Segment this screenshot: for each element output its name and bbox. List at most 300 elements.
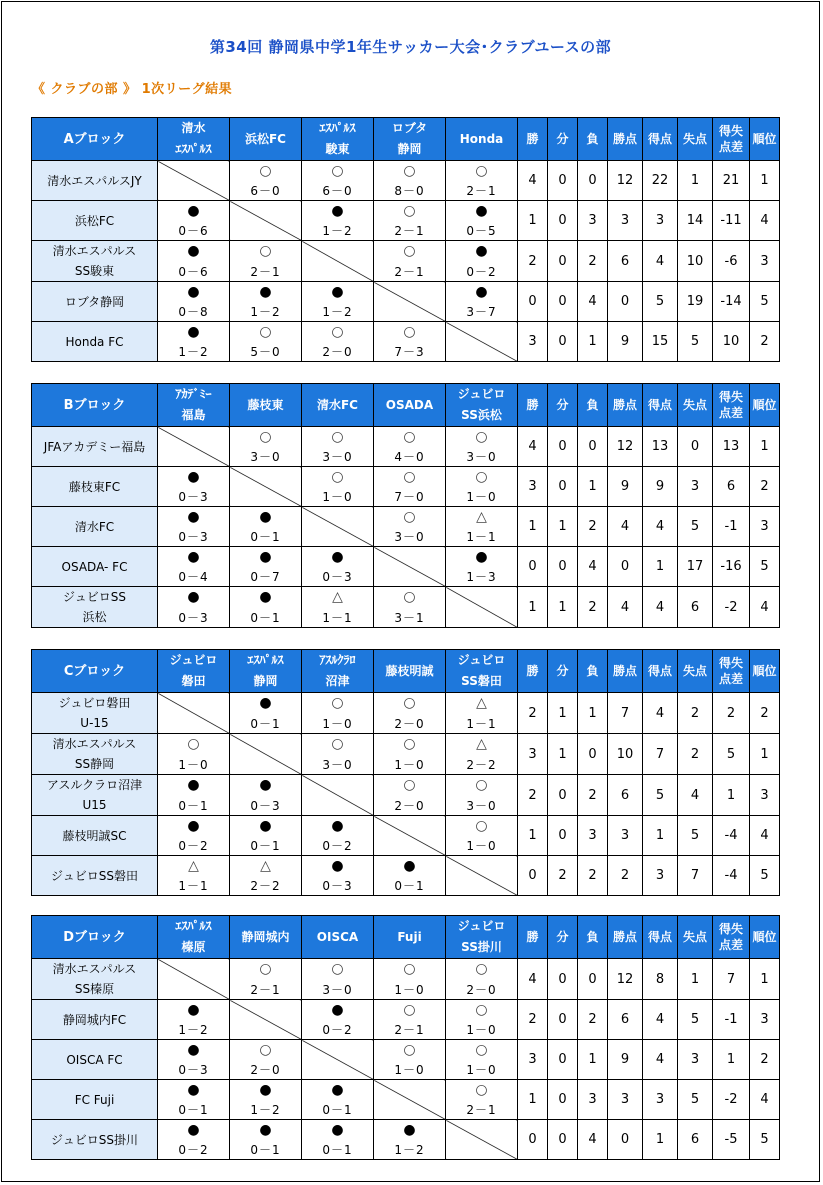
stat-value: 0 [548, 547, 578, 587]
stat-header: 勝点 [608, 916, 643, 959]
stat-value: 3 [518, 734, 548, 775]
stat-value: 2 [713, 693, 750, 734]
loss-mark: ● [259, 1082, 272, 1098]
self-match-cell [230, 1000, 302, 1040]
loss-mark: ● [187, 1002, 200, 1018]
match-score: 7－0 [394, 490, 425, 504]
opponent-header: ジュビロ SS掛川 [446, 916, 518, 959]
stat-value: 1 [548, 693, 578, 734]
stat-value: 1 [750, 734, 780, 775]
loss-mark: ● [259, 818, 272, 834]
loss-mark: ● [187, 818, 200, 834]
win-mark: ○ [403, 1002, 416, 1018]
win-mark: ○ [475, 1082, 488, 1098]
stat-value: 2 [578, 775, 608, 816]
win-mark: ○ [259, 324, 272, 340]
stat-value: 13 [713, 427, 750, 467]
match-result-cell [374, 959, 446, 1000]
stat-value: 5 [750, 547, 780, 587]
self-match-cell [158, 693, 230, 734]
stat-value: 0 [548, 1040, 578, 1080]
stat-value: 0 [548, 775, 578, 816]
match-result-cell [230, 241, 302, 282]
match-result-cell [374, 775, 446, 816]
match-score: 0－1 [178, 1103, 209, 1117]
match-score: 3－0 [394, 530, 425, 544]
stat-value: 1 [548, 587, 578, 628]
stat-value: 0 [548, 1120, 578, 1160]
stat-value: 6 [678, 1120, 713, 1160]
stat-value: 4 [608, 507, 643, 547]
match-score: 0－1 [322, 1103, 353, 1117]
stat-value: 0 [678, 427, 713, 467]
match-result-cell [374, 467, 446, 507]
stat-value: 0 [548, 322, 578, 362]
stat-value: -2 [713, 587, 750, 628]
match-score: 0－1 [250, 1143, 281, 1157]
stat-value: 3 [608, 1080, 643, 1120]
stat-value: 5 [750, 1120, 780, 1160]
team-row [32, 467, 780, 507]
match-score: 1－0 [178, 758, 209, 772]
loss-mark: ● [187, 284, 200, 300]
loss-mark: ● [403, 1122, 416, 1138]
win-mark: ○ [475, 961, 488, 977]
match-score: 0－4 [178, 570, 209, 584]
self-match-cell [446, 587, 518, 628]
stat-header: 得点 [643, 650, 678, 693]
match-result-cell [302, 322, 374, 362]
match-result-cell [374, 427, 446, 467]
win-mark: ○ [475, 469, 488, 485]
match-score: 1－0 [394, 983, 425, 997]
stat-value: -1 [713, 507, 750, 547]
team-row [32, 507, 780, 547]
loss-mark: ● [331, 1122, 344, 1138]
self-match-cell [158, 427, 230, 467]
win-mark: ○ [187, 736, 200, 752]
loss-mark: ● [403, 858, 416, 874]
stat-value: 2 [608, 856, 643, 896]
loss-mark: ● [187, 203, 200, 219]
match-result-cell [230, 816, 302, 856]
stat-value: 2 [750, 322, 780, 362]
stat-header: 得点 [643, 384, 678, 427]
match-score: 2－1 [466, 1103, 497, 1117]
stat-value: 1 [578, 467, 608, 507]
team-name: ロブタ静岡 [32, 282, 158, 322]
header-row [32, 118, 780, 161]
team-name: 藤枝東FC [32, 467, 158, 507]
self-match-cell [446, 1120, 518, 1160]
team-row [32, 587, 780, 628]
opponent-header: OISCA [302, 916, 374, 959]
match-result-cell [302, 693, 374, 734]
match-result-cell [446, 201, 518, 241]
match-score: 1－1 [322, 611, 353, 625]
loss-mark: ● [475, 284, 488, 300]
match-score: 1－0 [466, 1063, 497, 1077]
stat-value: 21 [713, 161, 750, 201]
match-score: 0－3 [178, 530, 209, 544]
match-score: 3－0 [466, 450, 497, 464]
win-mark: ○ [475, 1002, 488, 1018]
page-title: 第34回 静岡県中学1年生サッカー大会･クラブユースの部 [209, 38, 612, 56]
loss-mark: ● [331, 203, 344, 219]
match-score: 0－2 [178, 839, 209, 853]
win-mark: ○ [331, 163, 344, 179]
draw-mark: △ [476, 695, 487, 711]
stat-value: 9 [608, 322, 643, 362]
match-result-cell [446, 282, 518, 322]
win-mark: ○ [331, 429, 344, 445]
win-mark: ○ [331, 736, 344, 752]
loss-mark: ● [187, 469, 200, 485]
opponent-header: ｱｶﾃﾞﾐｰ 福島 [158, 384, 230, 427]
match-score: 3－7 [466, 305, 497, 319]
stat-value: -2 [713, 1080, 750, 1120]
stat-value: -4 [713, 816, 750, 856]
stat-value: 6 [608, 241, 643, 282]
win-mark: ○ [259, 429, 272, 445]
stat-value: 0 [548, 201, 578, 241]
match-result-cell [302, 1120, 374, 1160]
stat-value: 1 [713, 775, 750, 816]
match-result-cell [446, 816, 518, 856]
match-result-cell [230, 587, 302, 628]
team-name: 清水エスパルス SS静岡 [32, 734, 158, 775]
stat-value: 3 [518, 467, 548, 507]
stat-value: 4 [750, 1080, 780, 1120]
block-table [31, 649, 780, 896]
stat-value: 5 [750, 856, 780, 896]
stat-value: 0 [548, 161, 578, 201]
stat-value: 2 [518, 1000, 548, 1040]
team-name: 静岡城内FC [32, 1000, 158, 1040]
self-match-cell [230, 201, 302, 241]
self-match-cell [374, 1080, 446, 1120]
stat-value: 1 [518, 816, 548, 856]
match-result-cell [230, 856, 302, 896]
match-result-cell [158, 201, 230, 241]
match-result-cell [158, 467, 230, 507]
match-result-cell [374, 856, 446, 896]
opponent-header: ｴｽﾊﾟﾙｽ 榛原 [158, 916, 230, 959]
match-result-cell [302, 427, 374, 467]
stat-value: 4 [578, 282, 608, 322]
stat-value: 0 [578, 734, 608, 775]
stat-header: 勝 [518, 650, 548, 693]
match-score: 5－0 [250, 345, 281, 359]
win-mark: ○ [403, 961, 416, 977]
win-mark: ○ [403, 777, 416, 793]
stat-value: 9 [608, 1040, 643, 1080]
team-row [32, 734, 780, 775]
match-score: 3－0 [250, 450, 281, 464]
stat-value: 2 [578, 587, 608, 628]
stat-value: 5 [643, 282, 678, 322]
match-score: 2－1 [250, 983, 281, 997]
opponent-header: 藤枝明誠 [374, 650, 446, 693]
match-score: 0－1 [322, 1143, 353, 1157]
loss-mark: ● [259, 777, 272, 793]
match-result-cell [302, 734, 374, 775]
win-mark: ○ [259, 243, 272, 259]
stat-header: 勝 [518, 384, 548, 427]
stat-value: 1 [643, 816, 678, 856]
team-row [32, 693, 780, 734]
stat-value: 3 [608, 816, 643, 856]
stat-value: 4 [518, 161, 548, 201]
stat-value: 4 [518, 959, 548, 1000]
match-result-cell [158, 322, 230, 362]
stat-header: 勝点 [608, 384, 643, 427]
loss-mark: ● [187, 243, 200, 259]
self-match-cell [230, 734, 302, 775]
match-result-cell [302, 161, 374, 201]
win-mark: ○ [403, 429, 416, 445]
stat-header: 勝点 [608, 650, 643, 693]
team-name: ジュビロ磐田 U-15 [32, 693, 158, 734]
match-score: 2－1 [394, 224, 425, 238]
self-match-cell [158, 959, 230, 1000]
loss-mark: ● [259, 695, 272, 711]
stat-header: 勝 [518, 118, 548, 161]
stat-value: -11 [713, 201, 750, 241]
header-row [32, 916, 780, 959]
match-score: 7－3 [394, 345, 425, 359]
opponent-header: OSADA [374, 384, 446, 427]
stat-value: 0 [548, 241, 578, 282]
opponent-header: 浜松FC [230, 118, 302, 161]
page-frame [1, 1, 820, 1182]
match-score: 1－2 [178, 345, 209, 359]
stat-header: 勝点 [608, 118, 643, 161]
header-row [32, 650, 780, 693]
stat-value: 7 [608, 693, 643, 734]
match-score: 0－2 [178, 1143, 209, 1157]
match-result-cell [158, 547, 230, 587]
team-name: Honda FC [32, 322, 158, 362]
match-result-cell [446, 693, 518, 734]
stat-value: 0 [608, 282, 643, 322]
match-score: 0－2 [322, 839, 353, 853]
stat-value: 4 [643, 1040, 678, 1080]
match-score: 3－0 [322, 758, 353, 772]
win-mark: ○ [403, 324, 416, 340]
team-name: 清水エスパルスJY [32, 161, 158, 201]
match-score: 2－1 [394, 1023, 425, 1037]
loss-mark: ● [187, 509, 200, 525]
stat-value: 22 [643, 161, 678, 201]
match-result-cell [374, 1040, 446, 1080]
block-table [31, 117, 780, 362]
self-match-cell [446, 856, 518, 896]
stat-value: 8 [643, 959, 678, 1000]
team-row [32, 322, 780, 362]
match-score: 0－1 [250, 839, 281, 853]
stat-value: 5 [678, 507, 713, 547]
match-score: 1－1 [466, 530, 497, 544]
stat-value: -14 [713, 282, 750, 322]
loss-mark: ● [187, 589, 200, 605]
win-mark: ○ [259, 1042, 272, 1058]
team-row [32, 1080, 780, 1120]
self-match-cell [230, 467, 302, 507]
team-name: ジュビロSS 浜松 [32, 587, 158, 628]
stat-value: 4 [643, 507, 678, 547]
stat-value: 3 [750, 507, 780, 547]
stat-value: -6 [713, 241, 750, 282]
loss-mark: ● [331, 818, 344, 834]
stat-value: -16 [713, 547, 750, 587]
match-result-cell [230, 1040, 302, 1080]
stat-value: 3 [643, 201, 678, 241]
stat-value: 0 [518, 547, 548, 587]
match-score: 2－2 [250, 879, 281, 893]
match-score: 0－1 [250, 717, 281, 731]
match-result-cell [446, 467, 518, 507]
stat-value: -5 [713, 1120, 750, 1160]
team-name: ジュビロSS掛川 [32, 1120, 158, 1160]
draw-mark: △ [476, 736, 487, 752]
stat-value: 14 [678, 201, 713, 241]
match-score: 2－0 [394, 717, 425, 731]
stat-value: 1 [548, 734, 578, 775]
stat-value: 3 [578, 816, 608, 856]
team-name: 藤枝明誠SC [32, 816, 158, 856]
stat-header: 失点 [678, 118, 713, 161]
stat-header: 得失 点差 [713, 384, 750, 427]
match-score: 3－0 [322, 983, 353, 997]
stat-value: 0 [548, 959, 578, 1000]
stat-value: 3 [518, 322, 548, 362]
match-result-cell [374, 161, 446, 201]
match-score: 2－1 [250, 265, 281, 279]
match-score: 3－0 [322, 450, 353, 464]
stat-header: 順位 [750, 118, 780, 161]
opponent-header: 清水 ｴｽﾊﾟﾙｽ [158, 118, 230, 161]
team-name: JFAアカデミー福島 [32, 427, 158, 467]
loss-mark: ● [259, 284, 272, 300]
match-result-cell [230, 1120, 302, 1160]
win-mark: ○ [259, 961, 272, 977]
match-result-cell [302, 201, 374, 241]
win-mark: ○ [475, 1042, 488, 1058]
stat-value: 5 [678, 816, 713, 856]
match-score: 0－3 [178, 1063, 209, 1077]
team-row [32, 547, 780, 587]
match-score: 6－0 [322, 184, 353, 198]
match-score: 2－0 [466, 983, 497, 997]
stat-value: 4 [643, 1000, 678, 1040]
stat-value: 4 [608, 587, 643, 628]
team-name: 清水エスパルス SS駿東 [32, 241, 158, 282]
stat-value: 2 [518, 775, 548, 816]
match-score: 0－1 [250, 530, 281, 544]
stat-value: 7 [678, 856, 713, 896]
loss-mark: ● [259, 1122, 272, 1138]
match-result-cell [158, 734, 230, 775]
stat-value: 1 [678, 161, 713, 201]
loss-mark: ● [331, 1082, 344, 1098]
stat-value: 3 [750, 241, 780, 282]
loss-mark: ● [259, 509, 272, 525]
match-score: 0－6 [178, 265, 209, 279]
stat-value: 2 [678, 693, 713, 734]
match-score: 0－5 [466, 224, 497, 238]
stat-value: 2 [678, 734, 713, 775]
match-result-cell [374, 734, 446, 775]
match-score: 3－1 [394, 611, 425, 625]
stat-value: 1 [750, 959, 780, 1000]
match-result-cell [446, 1040, 518, 1080]
team-row [32, 1000, 780, 1040]
loss-mark: ● [187, 324, 200, 340]
stat-value: 3 [750, 775, 780, 816]
match-result-cell [158, 282, 230, 322]
stat-header: 失点 [678, 384, 713, 427]
match-score: 1－0 [322, 717, 353, 731]
stat-header: 失点 [678, 916, 713, 959]
stat-header: 順位 [750, 650, 780, 693]
header-row [32, 384, 780, 427]
match-result-cell [302, 587, 374, 628]
match-result-cell [446, 161, 518, 201]
stat-value: 1 [713, 1040, 750, 1080]
stat-header: 得点 [643, 916, 678, 959]
match-score: 0－3 [178, 490, 209, 504]
team-row [32, 959, 780, 1000]
stat-header: 得点 [643, 118, 678, 161]
match-result-cell [446, 1080, 518, 1120]
match-result-cell [158, 1040, 230, 1080]
opponent-header: 藤枝東 [230, 384, 302, 427]
opponent-header: 清水FC [302, 384, 374, 427]
team-row [32, 161, 780, 201]
stat-value: 3 [578, 201, 608, 241]
match-score: 1－2 [250, 1103, 281, 1117]
stat-value: 4 [518, 427, 548, 467]
win-mark: ○ [331, 324, 344, 340]
match-score: 6－0 [250, 184, 281, 198]
loss-mark: ● [331, 1002, 344, 1018]
stat-header: 分 [548, 916, 578, 959]
match-score: 0－2 [322, 1023, 353, 1037]
stat-value: 2 [578, 856, 608, 896]
stat-value: 6 [678, 587, 713, 628]
match-score: 0－1 [394, 879, 425, 893]
loss-mark: ● [259, 549, 272, 565]
draw-mark: △ [476, 509, 487, 525]
win-mark: ○ [331, 961, 344, 977]
stat-value: 3 [608, 201, 643, 241]
match-score: 0－6 [178, 224, 209, 238]
match-score: 1－0 [322, 490, 353, 504]
team-name: 浜松FC [32, 201, 158, 241]
stat-value: 6 [713, 467, 750, 507]
match-result-cell [446, 959, 518, 1000]
stat-header: 順位 [750, 916, 780, 959]
self-match-cell [446, 322, 518, 362]
stat-value: 2 [578, 507, 608, 547]
self-match-cell [374, 547, 446, 587]
win-mark: ○ [259, 163, 272, 179]
stat-value: 0 [548, 282, 578, 322]
stat-value: 2 [750, 467, 780, 507]
match-score: 2－1 [394, 265, 425, 279]
match-score: 0－8 [178, 305, 209, 319]
